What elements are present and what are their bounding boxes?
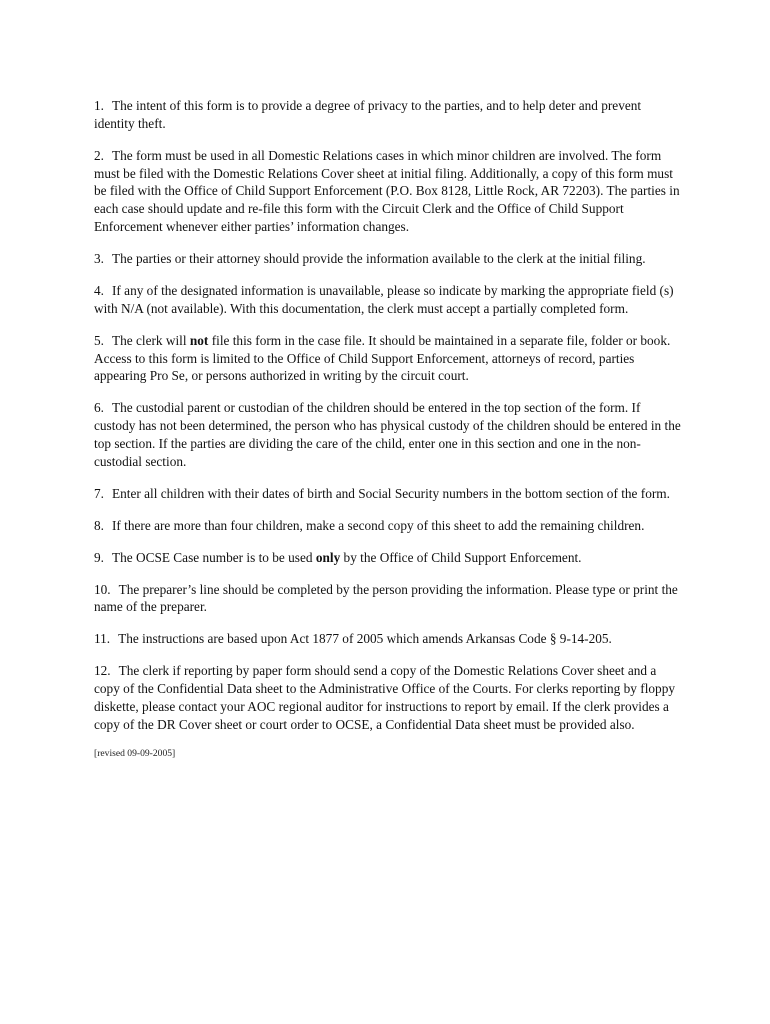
item-text-after: by the Office of Child Support Enforcement. [340, 549, 582, 565]
instruction-item-10 [94, 581, 684, 617]
item-number: 3. [94, 250, 104, 266]
instruction-item-4 [94, 282, 684, 318]
item-text: Enter all children with their dates of birth and Social Security numbers in the bottom section of the form. [111, 485, 670, 501]
item-text: The form must be used in all Domestic Relations cases in which minor children are involved. The form must be filed with the Domestic Relations Cover sheet at initial filing. Additionally, a copy of this form must be filed with the Office of Child Support Enforcement (P.O. Box 8128, Little Rock, AR 72203). The parties in each case should update and re-file this form with the Circuit Clerk and the Office of Child Support Enforcement whenever either parties’ information changes. [94, 147, 680, 234]
item-text: The preparer’s line should be completed by the person providing the information. Please type or print the name of the preparer. [94, 581, 678, 615]
revision-note: [revised 09-09-2005] [94, 747, 176, 759]
instruction-item-7 [94, 485, 684, 503]
instructions-page [94, 97, 684, 760]
instruction-item-1 [94, 97, 684, 133]
item-text-before: The OCSE Case number is to be used [111, 549, 316, 565]
item-number: 9. [94, 549, 104, 565]
item-text: The custodial parent or custodian of the children should be entered in the top section of the form. If custody has not been determined, the person who has physical custody of the children should be entered in the top section. If the parties are dividing the care of the child, enter one in this section and one in the non-custodial section. [94, 400, 681, 469]
instruction-item-3 [94, 250, 684, 268]
item-number: 4. [94, 282, 104, 298]
item-number: 12. [94, 663, 111, 679]
item-text: The clerk if reporting by paper form should send a copy of the Domestic Relations Cover sheet and a copy of the Confidential Data sheet to the Administrative Office of the Courts. For clerks reporting by floppy diskette, please contact your AOC regional auditor for instructions to report by email. If the clerk provides a copy of the DR Cover sheet or court order to OCSE, a Confidential Data sheet must be provided also. [94, 663, 675, 732]
item-number: 2. [94, 147, 104, 163]
item-number: 5. [94, 332, 104, 348]
item-number: 10. [94, 581, 111, 597]
item-text: The parties or their attorney should provide the information available to the clerk at the initial filing. [111, 250, 646, 266]
instruction-item-6 [94, 399, 684, 470]
item-number: 6. [94, 400, 104, 416]
item-text: The instructions are based upon Act 1877 of 2005 which amends Arkansas Code § 9-14-205. [118, 631, 612, 647]
item-text-after: file this form in the case file. It should be maintained in a separate file, folder or book. Access to this form is limited to the Office of Child Support Enforcement, attorneys of record, parties appearing Pro Se, or persons authorized in writing by the circuit court. [94, 332, 671, 384]
instruction-item-5 [94, 332, 684, 385]
instruction-item-12 [94, 662, 684, 733]
item-text: If any of the designated information is unavailable, please so indicate by marking the appropriate field (s) with N/A (not available). With this documentation, the clerk must accept a partially completed form. [94, 282, 674, 316]
item-number: 1. [94, 98, 104, 113]
item-number: 7. [94, 485, 104, 501]
instruction-item-8 [94, 517, 684, 535]
item-number: 11. [94, 631, 111, 647]
item-text: The intent of this form is to provide a degree of privacy to the parties, and to help deter and prevent identity theft. [94, 98, 642, 131]
instruction-item-2 [94, 147, 684, 236]
item-text-before: The clerk will [111, 332, 190, 348]
item-number: 8. [94, 517, 104, 533]
item-text: If there are more than four children, make a second copy of this sheet to add the remaining children. [111, 517, 645, 533]
instruction-item-9 [94, 549, 684, 567]
emphasis-only: only [315, 549, 341, 565]
emphasis-not: not [189, 332, 209, 348]
instruction-item-11 [94, 630, 684, 648]
